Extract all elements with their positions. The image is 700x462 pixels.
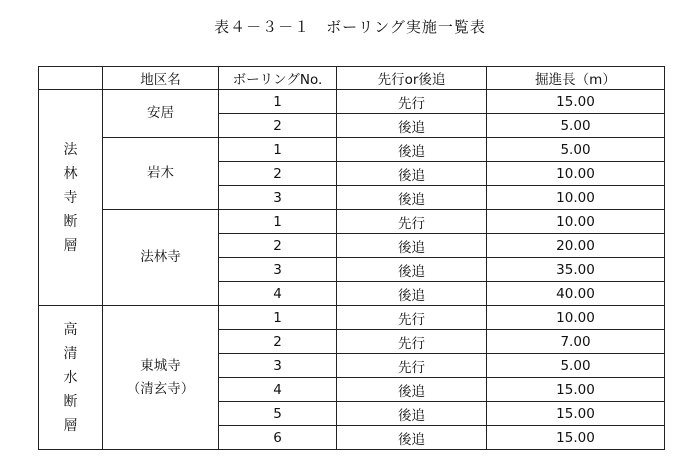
area-name-line: 東城寺 [140,357,181,374]
fault-name-char: 法 [63,141,78,158]
length-cell: 15.00 [487,90,665,114]
boring-table [38,66,665,450]
table-row [39,210,665,234]
fault-name-char: 寺 [63,189,78,206]
length-cell: 40.00 [487,282,665,306]
area-name-cell [103,138,219,210]
header-length: 掘進長（m） [487,67,665,90]
area-name-line: （清玄寺） [126,380,195,397]
order-cell: 先行 [337,330,487,354]
fault-name-char: 清 [63,345,78,362]
length-cell: 15.00 [487,426,665,450]
boring-no-cell: 4 [219,282,337,306]
area-name-line: 安居 [147,105,174,121]
length-cell: 20.00 [487,234,665,258]
boring-no-cell: 1 [219,306,337,330]
order-cell: 先行 [337,306,487,330]
order-cell: 後追 [337,282,487,306]
boring-no-cell: 5 [219,402,337,426]
fault-name-cell [39,90,103,306]
area-name-cell [103,90,219,138]
order-cell: 後追 [337,378,487,402]
fault-name-char: 林 [63,165,78,182]
fault-name-char: 層 [63,237,78,254]
header-order: 先行or後追 [337,67,487,90]
fault-name-char: 断 [63,393,78,410]
boring-no-cell: 2 [219,330,337,354]
boring-no-cell: 1 [219,210,337,234]
order-cell: 後追 [337,138,487,162]
length-cell: 10.00 [487,306,665,330]
order-cell: 後追 [337,162,487,186]
length-cell: 10.00 [487,210,665,234]
header-fault [39,67,103,90]
header-area: 地区名 [103,67,219,90]
order-cell: 先行 [337,354,487,378]
boring-no-cell: 3 [219,186,337,210]
length-cell: 15.00 [487,402,665,426]
boring-no-cell: 3 [219,258,337,282]
table-row [39,306,665,330]
header-boring-no: ボーリングNo. [219,67,337,90]
boring-no-cell: 6 [219,426,337,450]
order-cell: 先行 [337,210,487,234]
order-cell: 後追 [337,114,487,138]
fault-name-cell [39,306,103,450]
area-name-line: 法林寺 [140,249,181,265]
header-row [39,67,665,90]
fault-name-char: 断 [63,213,78,230]
order-cell: 後追 [337,186,487,210]
order-cell: 後追 [337,234,487,258]
length-cell: 7.00 [487,330,665,354]
length-cell: 15.00 [487,378,665,402]
area-name-cell [103,210,219,306]
table-title: 表４－３－１ ボーリング実施一覧表 [214,18,486,36]
length-cell: 35.00 [487,258,665,282]
boring-no-cell: 4 [219,378,337,402]
boring-no-cell: 1 [219,90,337,114]
table-row [39,138,665,162]
fault-name-char: 層 [63,417,78,434]
order-cell: 後追 [337,426,487,450]
boring-no-cell: 1 [219,138,337,162]
order-cell: 後追 [337,258,487,282]
area-name-cell [103,306,219,450]
order-cell: 後追 [337,402,487,426]
order-cell: 先行 [337,90,487,114]
length-cell: 10.00 [487,186,665,210]
boring-no-cell: 3 [219,354,337,378]
boring-no-cell: 2 [219,114,337,138]
length-cell: 10.00 [487,162,665,186]
boring-no-cell: 2 [219,162,337,186]
length-cell: 5.00 [487,138,665,162]
fault-name-char: 水 [63,369,78,386]
fault-name-char: 高 [63,321,78,338]
length-cell: 5.00 [487,354,665,378]
boring-no-cell: 2 [219,234,337,258]
length-cell: 5.00 [487,114,665,138]
table-row [39,90,665,114]
area-name-line: 岩木 [147,165,174,181]
table-body [39,90,665,450]
